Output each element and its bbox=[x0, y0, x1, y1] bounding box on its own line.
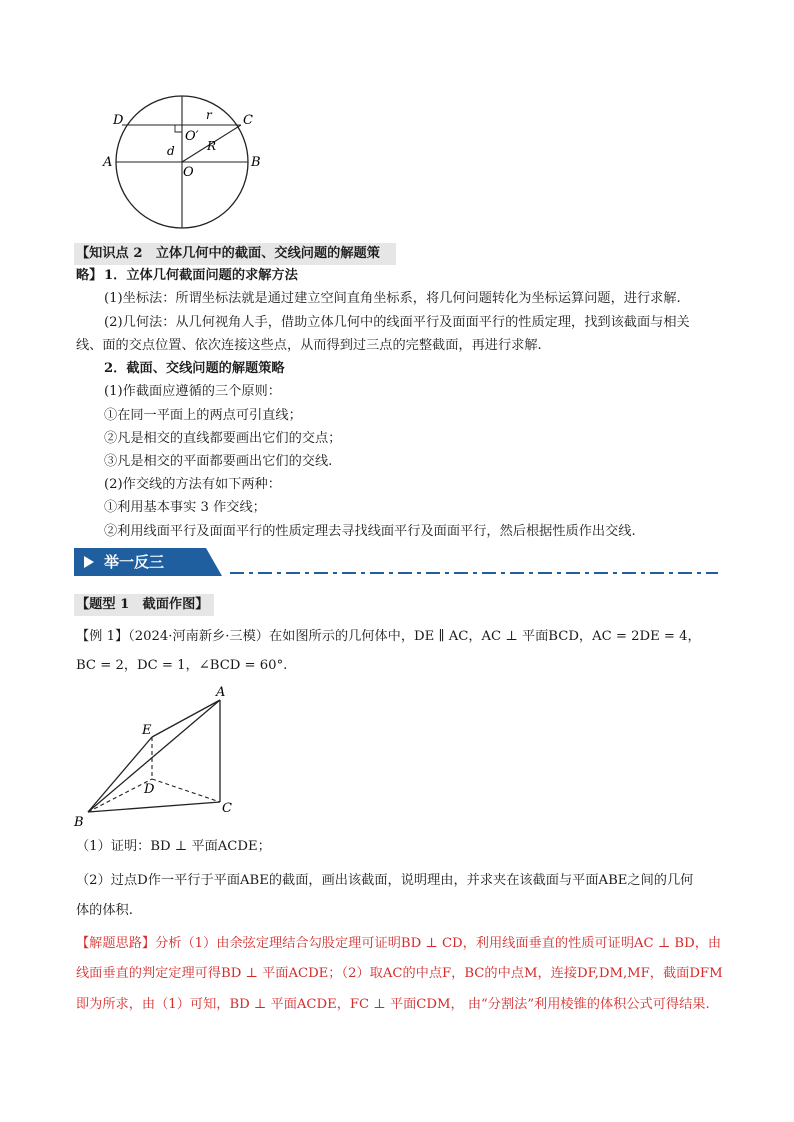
paragraph-methods-intersection: (2)作交线的方法有如下两种： bbox=[104, 477, 281, 492]
label-c: C bbox=[222, 801, 232, 816]
edge-bd-hidden bbox=[88, 779, 152, 812]
paragraph-geometric-1: (2)几何法：从几何视角人手，借助立体几何中的线面平行及面面平行的性质定理，找到该截面与相关 bbox=[104, 315, 690, 330]
method-1: ①利用基本事实 3 作交线； bbox=[104, 500, 266, 515]
label-d: D bbox=[113, 113, 124, 128]
label-b: B bbox=[251, 155, 261, 170]
knowledge-point-title: 【知识点 2 立体几何中的截面、交线问题的解题策略】 bbox=[74, 243, 396, 265]
paragraph-principles: (1)作截面应遵循的三个原则： bbox=[104, 384, 281, 399]
edge-bc bbox=[88, 802, 220, 812]
example-statement-1: 【例 1】（2024·河南新乡·三模）在如图所示的几何体中，DE ∥ AC，AC ⊥ 平面BCD，AC = 2DE = 4， bbox=[76, 629, 701, 644]
question-type-title: 【题型 1 截面作图】 bbox=[74, 594, 214, 616]
label-R: R bbox=[207, 139, 217, 153]
banner-dash-line bbox=[230, 570, 720, 576]
principle-2: ②凡是相交的直线都要画出它们的交点； bbox=[104, 431, 342, 446]
solution-line-2: 线面垂直的判定定理可得BD ⊥ 平面ACDE；（2）取AC的中点F，BC的中点M，连接DF,DM,MF，截面DFM bbox=[76, 966, 723, 981]
label-o-prime: O′ bbox=[185, 129, 199, 144]
question-2-line-1: （2）过点D作一平行于平面ABE的截面，画出该截面，说明理由，并求夹在该截面与平面ABE之间的几何 bbox=[76, 873, 694, 888]
label-d: D bbox=[144, 782, 155, 797]
edge-dc-hidden bbox=[152, 779, 220, 802]
label-a: A bbox=[103, 155, 113, 170]
label-e: E bbox=[142, 723, 152, 738]
question-1: （1）证明：BD ⊥ 平面ACDE； bbox=[76, 839, 271, 854]
solution-line-1: 【解题思路】分析（1）由余弦定理结合勾股定理可证明BD ⊥ CD，利用线面垂直的性质可证明AC ⊥ BD，由 bbox=[76, 936, 722, 951]
label-r: r bbox=[206, 108, 212, 122]
sphere-section-figure bbox=[95, 92, 270, 232]
label-o: O bbox=[183, 165, 194, 180]
principle-1: ①在同一平面上的两点可引直线； bbox=[104, 408, 302, 423]
edge-ea bbox=[152, 700, 220, 737]
edge-be bbox=[88, 737, 152, 812]
subheading-strategy: 2．截面、交线问题的解题策略 bbox=[104, 361, 285, 376]
banner-label: 举一反三 bbox=[104, 553, 165, 571]
label-a: A bbox=[216, 685, 226, 700]
practice-banner bbox=[74, 548, 224, 576]
solution-line-3: 即为所求，由（1）可知，BD ⊥ 平面ACDE，FC ⊥ 平面CDM， 由“分割法”利用棱锥的体积公式可得结果. bbox=[76, 997, 710, 1012]
question-2-line-2: 体的体积. bbox=[76, 903, 133, 918]
example-statement-2: BC = 2，DC = 1，∠BCD = 60°. bbox=[76, 658, 288, 673]
label-d-distance: d bbox=[167, 144, 175, 158]
label-b: B bbox=[74, 815, 84, 830]
solid-figure bbox=[70, 682, 250, 830]
subheading-methods: 1．立体几何截面问题的求解方法 bbox=[104, 268, 298, 283]
paragraph-coordinate: (1)坐标法：所谓坐标法就是通过建立空间直角坐标系，将几何问题转化为坐标运算问题，进行求解. bbox=[104, 291, 681, 306]
method-2: ②利用线面平行及面面平行的性质定理去寻找线面平行及面面平行，然后根据性质作出交线. bbox=[104, 524, 636, 539]
label-c: C bbox=[243, 113, 253, 128]
principle-3: ③凡是相交的平面都要画出它们的交线. bbox=[104, 454, 333, 469]
paragraph-geometric-2: 线、面的交点位置、依次连接这些点，从而得到过三点的完整截面，再进行求解. bbox=[76, 338, 542, 353]
right-angle-mark bbox=[175, 125, 182, 132]
